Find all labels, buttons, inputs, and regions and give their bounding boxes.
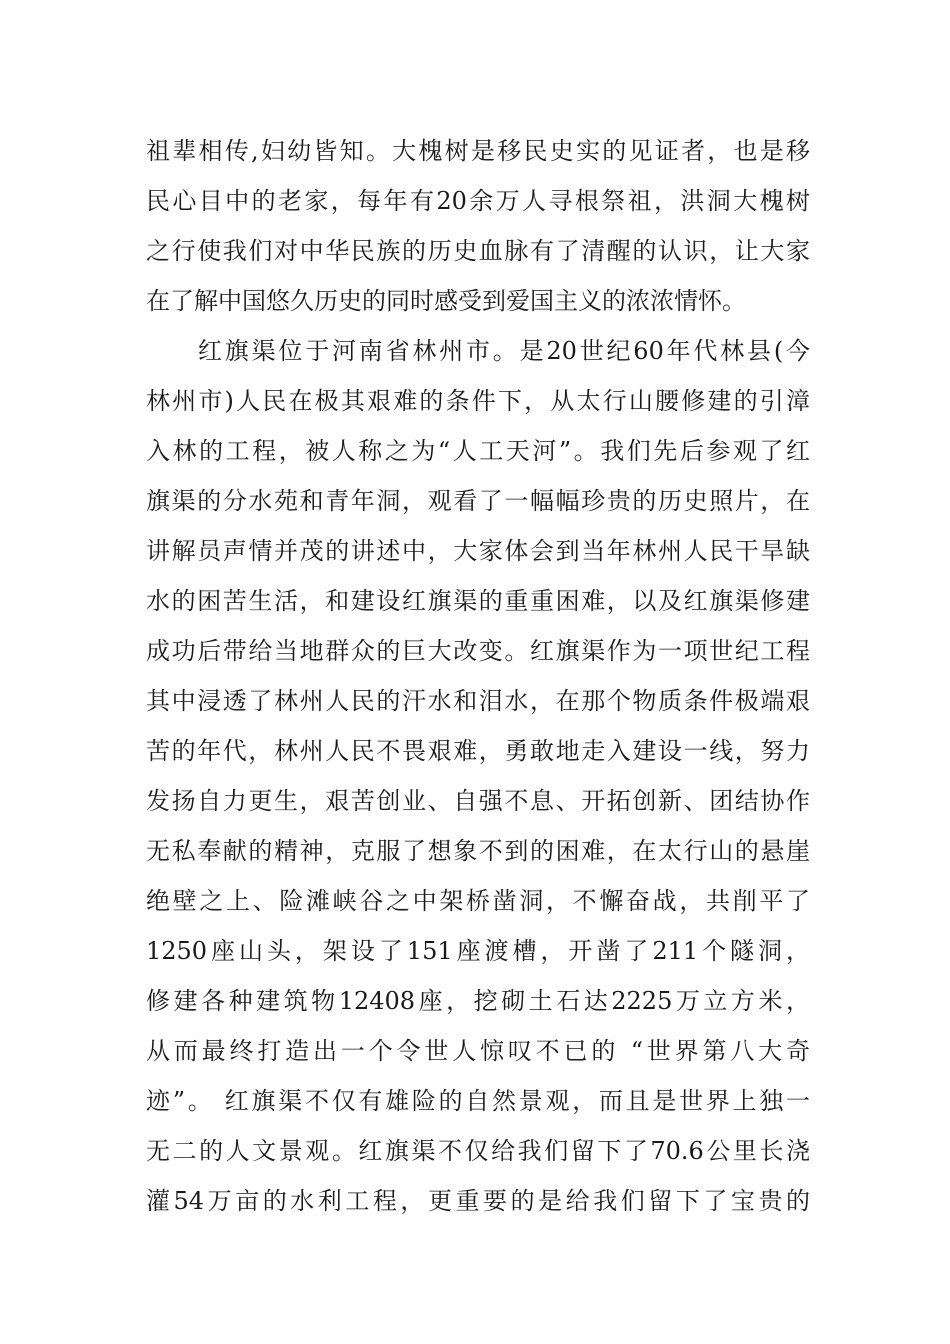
- text-line: 修建各种建筑物12408座，挖砌土石达2225万立方米，: [146, 987, 810, 1015]
- text-line: 祖辈相传,妇幼皆知。大槐树是移民史实的见证者，也是移: [146, 137, 810, 165]
- text-line: 发扬自力更生，艰苦创业、自强不息、开拓创新、团结协作: [146, 787, 810, 815]
- text-line: 绝壁之上、险滩峡谷之中架桥凿洞，不懈奋战，共削平了: [146, 887, 810, 915]
- text-line: 林州市)人民在极其艰难的条件下，从太行山腰修建的引漳: [146, 387, 810, 415]
- text-line: 旗渠的分水苑和青年洞，观看了一幅幅珍贵的历史照片，在: [146, 487, 810, 515]
- text-line: 之行使我们对中华民族的历史血脉有了清醒的认识，让大家: [146, 237, 810, 265]
- text-line: 水的困苦生活，和建设红旗渠的重重困难，以及红旗渠修建: [146, 587, 810, 615]
- text-line: 红旗渠位于河南省林州市。是20世纪60年代林县(今: [198, 337, 810, 365]
- text-line: 在了解中国悠久历史的同时感受到爱国主义的浓浓情怀。: [146, 287, 746, 315]
- body-text: [146, 126, 810, 1226]
- text-line: 苦的年代，林州人民不畏艰难，勇敢地走入建设一线，努力: [146, 737, 810, 765]
- text-line: 灌54万亩的水利工程，更重要的是给我们留下了宝贵的: [146, 1187, 810, 1215]
- text-line: 1250座山头，架设了151座渡槽，开凿了211个隧洞，: [146, 937, 810, 965]
- paragraph-1: [146, 126, 810, 326]
- text-line: 成功后带给当地群众的巨大改变。红旗渠作为一项世纪工程: [146, 637, 810, 665]
- text-line: 讲解员声情并茂的讲述中，大家体会到当年林州人民干旱缺: [146, 537, 810, 565]
- text-line: 无二的人文景观。红旗渠不仅给我们留下了70.6公里长浇: [146, 1137, 810, 1165]
- text-line: 其中浸透了林州人民的汗水和泪水，在那个物质条件极端艰: [146, 687, 810, 715]
- text-line: 从而最终打造出一个令世人惊叹不已的 “世界第八大奇: [146, 1037, 810, 1065]
- text-line: 无私奉献的精神，克服了想象不到的困难，在太行山的悬崖: [146, 837, 810, 865]
- paragraph-2: [146, 326, 810, 1226]
- text-line: 民心目中的老家，每年有20余万人寻根祭祖，洪洞大槐树: [146, 187, 810, 215]
- text-line: 迹”。 红旗渠不仅有雄险的自然景观，而且是世界上独一: [146, 1087, 810, 1115]
- text-line: 入林的工程，被人称之为“人工天河”。我们先后参观了红: [146, 437, 810, 465]
